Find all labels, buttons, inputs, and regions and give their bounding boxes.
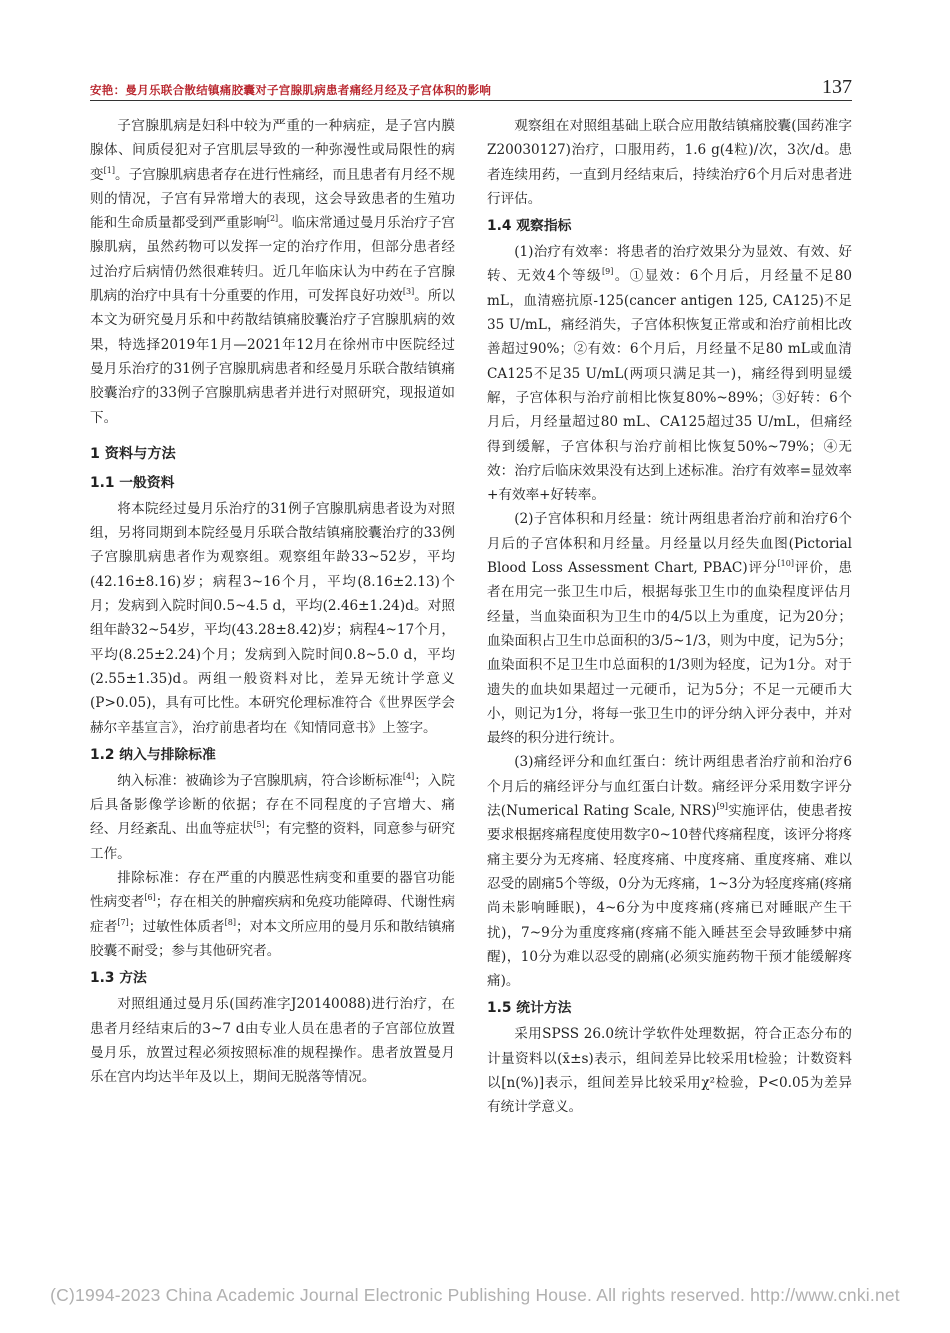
running-title: 安艳：曼月乐联合散结镇痛胶囊对子宫腺肌病患者痛经月经及子宫体积的影响 [90,83,492,97]
section-heading: 1 资料与方法 [90,445,176,462]
paragraph: (3)痛经评分和血红蛋白：统计两组患者治疗前和治疗6个月后的痛经评分与血红蛋白计数。痛经评分采用数字评分法(Numerical Rating Scale, NRS)[9]实施评估，使患者按要求根据疼痛程度使用数字0~10替代疼痛程度，该评分将疼痛主要分为无疼痛、轻度疼痛、中度疼痛、重度疼痛、难以忍受的剧痛5个等级，0分为无疼痛，1~3分为轻度疼痛(疼痛尚未影响睡眠)，4~6分为中度疼痛(疼痛已对睡眠产生干扰)，7~9分为重度疼痛(疼痛不能入睡甚至会导致睡梦中痛醒)，10分为难以忍受的剧痛(必须实施药物干预才能缓解疼痛)。 [487,754,853,990]
paragraph: 对照组通过曼月乐(国药准字J20140088)进行治疗，在患者月经结束后的3~7 d由专业人员在患者的子宫部位放置曼月乐，放置过程必须按照标准的规程操作。患者放置曼月乐在宫内均达半年及以上，期间无脱落等情况。 [90,996,455,1086]
subsection-heading: 1.2 纳入与排除标准 [90,746,216,763]
paragraph: 采用SPSS 26.0统计学软件处理数据，符合正态分布的计量资料以(x̄±s)表示，组间差异比较采用t检验；计数资料以[n(%)]表示，组间差异比较采用χ²检验，P<0.05为差异有统计学意义。 [487,1026,852,1116]
citation[interactable]: [6] [144,893,156,903]
subsection-heading: 1.1 一般资料 [90,474,175,491]
citation[interactable]: [10] [777,559,794,569]
subsection-heading: 1.5 统计方法 [487,1000,572,1017]
citation[interactable]: [8] [224,917,236,927]
citation[interactable]: [3] [402,287,415,297]
citation[interactable]: [2] [266,214,279,224]
right-column [487,114,852,1120]
left-column [90,114,455,1089]
running-header [90,78,852,102]
subsection-heading: 1.4 观察指标 [487,218,572,235]
paragraph: 纳入标准：被确诊为子宫腺肌病，符合诊断标准[4]；入院后具备影像学诊断的依据；存在不同程度的子宫增大、痛经、月经紊乱、出血等症状[5]；有完整的资料，同意参与研究工作。 [90,771,456,862]
citation[interactable]: [5] [253,820,265,830]
citation[interactable]: [7] [117,917,129,927]
citation[interactable]: [9] [602,267,614,277]
intro-paragraph: 子宫腺肌病是妇科中较为严重的一种病症，是子宫内膜腺体、间质侵犯对子宫肌层导致的一种弥漫性或局限性的病变[1]。子宫腺肌病患者存在进行性痛经，而且患者有月经不规则的情况，子宫有异常增大的表现，这会导致患者的生殖功能和生命质量都受到严重影响[2]。临床常通过曼月乐治疗子宫腺肌病，虽然药物可以发挥一定的治疗作用，但部分患者经过治疗后病情仍然很难转归。近几年临床认为中药在子宫腺肌病的治疗中具有十分重要的作用，可发挥良好功效[3]。所以本文为研究曼月乐和中药散结镇痛胶囊治疗子宫腺肌病的效果，特选择2019年1月—2021年12月在徐州市中医院经过曼月乐治疗的31例子宫腺肌病患者和经曼月乐联合散结镇痛胶囊治疗的33例子宫腺肌病患者并进行对照研究，现报道如下。 [90,118,456,426]
header-rule [90,100,852,101]
paragraph: (2)子宫体积和月经量：统计两组患者治疗前和治疗6个月后的子宫体积和月经量。月经量以月经失血图(Pictorial Blood Loss Assessment Chart, PBAC)评分[10]评价，患者在用完一张卫生巾后，根据每张卫生巾的血染程度评估月经量，当血染面积为卫生巾的4/5以上为重度，记为20分；血染面积占卫生巾总面积的3/5~1/3，则为中度，记为5分；血染面积不足卫生巾总面积的1/3则为轻度，记为1分。对于遗失的血块如果超过一元硬币，记为5分；不足一元硬币大小，则记为1分，将每一张卫生巾的评分纳入评分表中，并对最终的积分进行统计。 [487,511,852,747]
citation[interactable]: [1] [103,165,115,175]
citation[interactable]: [4] [402,771,415,781]
paragraph: (1)治疗有效率：将患者的治疗效果分为显效、有效、好转、无效4个等级[9]。①显效：6个月后，月经量不足80 mL，血清癌抗原-125(cancer antigen 125, CA125)不足35 U/mL，痛经消失，子宫体积恢复正常或和治疗前相比改善超过90%；②有效：6个月后，月经量不足80 mL或血清CA125不足35 U/mL(两项只满足其一)，痛经得到明显缓解，子宫体积与治疗前相比恢复80%~89%；③好转：6个月后，月经量超过80 mL、CA125超过35 U/mL，但痛经得到缓解，子宫体积与治疗前相比恢复50%~79%；④无效：治疗后临床效果没有达到上述标准。治疗有效率=显效率+有效率+好转率。 [487,244,852,504]
paragraph: 排除标准：存在严重的内膜恶性病变和重要的器官功能性病变者[6]；存在相关的肿瘤疾病和免疫功能障碍、代谢性病症者[7]；过敏性体质者[8]；对本文所应用的曼月乐和散结镇痛胶囊不耐受；参与其他研究者。 [90,870,456,959]
citation[interactable]: [9] [716,802,728,812]
page-number: 137 [822,76,852,98]
paragraph: 观察组在对照组基础上联合应用散结镇痛胶囊(国药准字Z20030127)治疗，口服用药，1.6 g(4粒)/次，3次/d。患者连续用药，一直到月经结束后，持续治疗6个月后对患者进行评估。 [487,118,852,207]
paragraph: 将本院经过曼月乐治疗的31例子宫腺肌病患者设为对照组，另将同期到本院经曼月乐联合散结镇痛胶囊治疗的33例子宫腺肌病患者作为观察组。观察组年龄33~52岁，平均(42.16±8.16)岁；病程3~16个月，平均(8.16±2.13)个月；发病到入院时间0.5~4.5 d，平均(2.46±1.24)d。对照组年龄32~54岁，平均(43.28±8.42)岁；病程4~17个月，平均(8.25±2.24)个月；发病到入院时间0.8~5.0 d，平均(2.55±1.35)d。两组一般资料对比，差异无统计学意义(P>0.05)，具有可比性。本研究伦理标准符合《世界医学会赫尔辛基宣言》，治疗前患者均在《知情同意书》上签字。 [90,500,455,736]
copyright-footer: (C)1994-2023 China Academic Journal Electronic Publishing House. All rights reserved. http://www.cnki.net [50,1285,900,1305]
subsection-heading: 1.3 方法 [90,970,147,987]
